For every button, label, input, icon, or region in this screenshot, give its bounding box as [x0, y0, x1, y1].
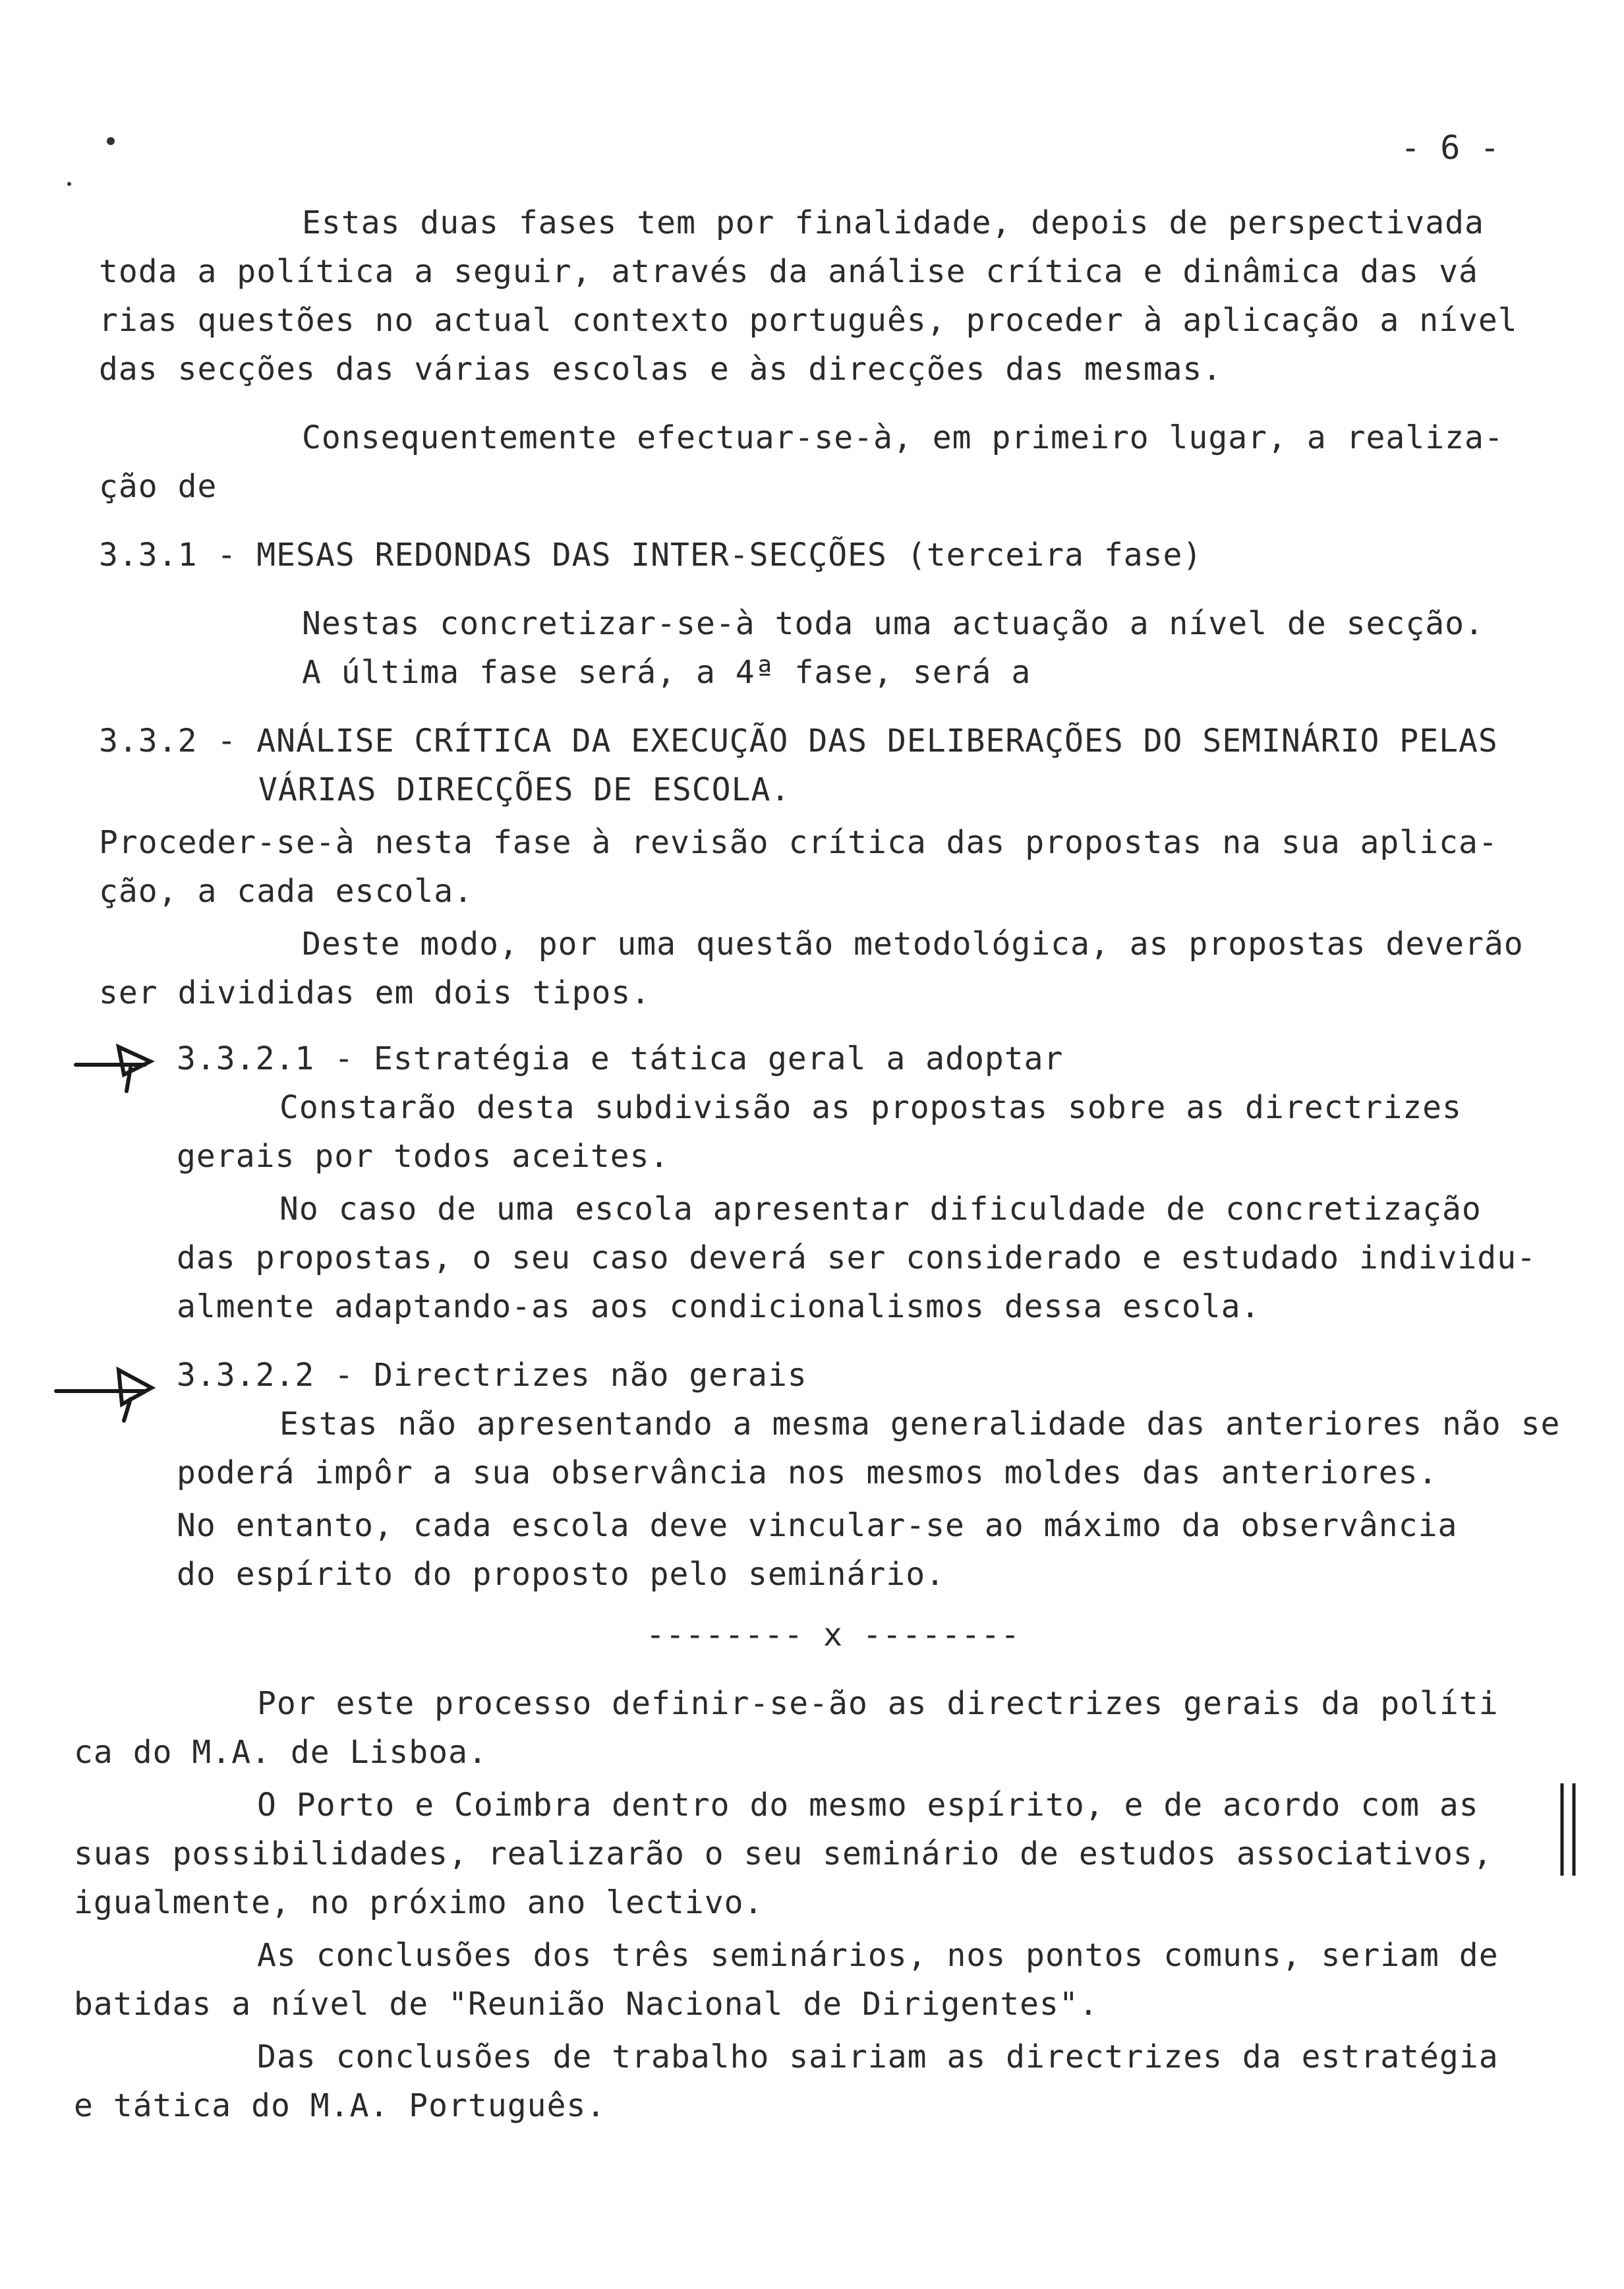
text-line: das propostas, o seu caso deverá ser considerado e estudado individu- — [177, 1239, 1536, 1276]
text-line: suas possibilidades, realizarão o seu seminário de estudos associativos, — [74, 1835, 1493, 1872]
ink-mark — [107, 137, 115, 145]
text-line: O Porto e Coimbra dentro do mesmo espírito, e de acordo com as — [257, 1787, 1479, 1824]
section-heading: 3.3.1 - MESAS REDONDAS DAS INTER-SECÇÕES (terceira fase) — [99, 537, 1203, 574]
text-line: Constarão desta subdivisão as propostas sobre as directrizes — [279, 1089, 1462, 1126]
handwritten-arrow-icon — [72, 1035, 158, 1094]
subsection-heading: 3.3.2.2 - Directrizes não gerais — [177, 1357, 807, 1394]
text-line: ção de — [99, 468, 218, 505]
text-line: Deste modo, por uma questão metodológica, as propostas deverão — [302, 926, 1524, 963]
text-line: ção, a cada escola. — [99, 873, 474, 910]
text-line: Estas não apresentando a mesma generalidade das anteriores não se — [279, 1406, 1561, 1442]
text-line: rias questões no actual contexto português, proceder à aplicação a nível — [99, 302, 1518, 339]
text-line: almente adaptando-as aos condicionalismos dessa escola. — [177, 1288, 1261, 1325]
text-line: A última fase será, a 4ª fase, será a — [302, 654, 1031, 691]
margin-bars-icon — [1555, 1780, 1582, 1879]
text-line: poderá impôr a sua observância nos mesmos moldes das anteriores. — [177, 1454, 1438, 1491]
text-line: gerais por todos aceites. — [177, 1138, 670, 1175]
text-line: Das conclusões de trabalho sairiam as directrizes da estratégia — [257, 2038, 1499, 2075]
text-line: batidas a nível de "Reunião Nacional de Dirigentes". — [74, 1986, 1099, 2023]
text-line: Estas duas fases tem por finalidade, depois de perspectivada — [302, 204, 1484, 241]
text-line: No entanto, cada escola deve vincular-se ao máximo da observância — [177, 1507, 1458, 1544]
ink-mark — [67, 182, 71, 186]
text-line: das secções das várias escolas e às direcções das mesmas. — [99, 351, 1223, 388]
text-line: igualmente, no próximo ano lectivo. — [74, 1884, 764, 1921]
text-line: ser divididas em dois tipos. — [99, 974, 651, 1011]
text-line: Consequentemente efectuar-se-à, em primeiro lugar, a realiza- — [302, 419, 1504, 456]
handwritten-arrow-icon — [53, 1358, 158, 1424]
subsection-heading: 3.3.2.1 - Estratégia e tática geral a adoptar — [177, 1040, 1064, 1077]
text-line: toda a política a seguir, através da análise crítica e dinâmica das vá — [99, 253, 1478, 290]
text-line: ca do M.A. de Lisboa. — [74, 1734, 488, 1771]
separator-line: -------- x -------- — [646, 1617, 1021, 1653]
text-line: do espírito do proposto pelo seminário. — [177, 1556, 946, 1593]
text-line: Proceder-se-à nesta fase à revisão crítica das propostas na sua aplica- — [99, 824, 1498, 861]
section-heading: VÁRIAS DIRECÇÕES DE ESCOLA. — [258, 771, 791, 808]
text-line: Por este processo definir-se-ão as directrizes gerais da políti — [257, 1685, 1499, 1722]
section-heading: 3.3.2 - ANÁLISE CRÍTICA DA EXECUÇÃO DAS DELIBERAÇÕES DO SEMINÁRIO PELAS — [99, 723, 1498, 759]
text-line: As conclusões dos três seminários, nos pontos comuns, seriam de — [257, 1937, 1499, 1974]
text-line: No caso de uma escola apresentar dificuldade de concretização — [279, 1191, 1482, 1228]
text-line: e tática do M.A. Português. — [74, 2087, 606, 2124]
text-line: Nestas concretizar-se-à toda uma actuação a nível de secção. — [302, 605, 1484, 642]
page-number: - 6 - — [1401, 129, 1500, 167]
